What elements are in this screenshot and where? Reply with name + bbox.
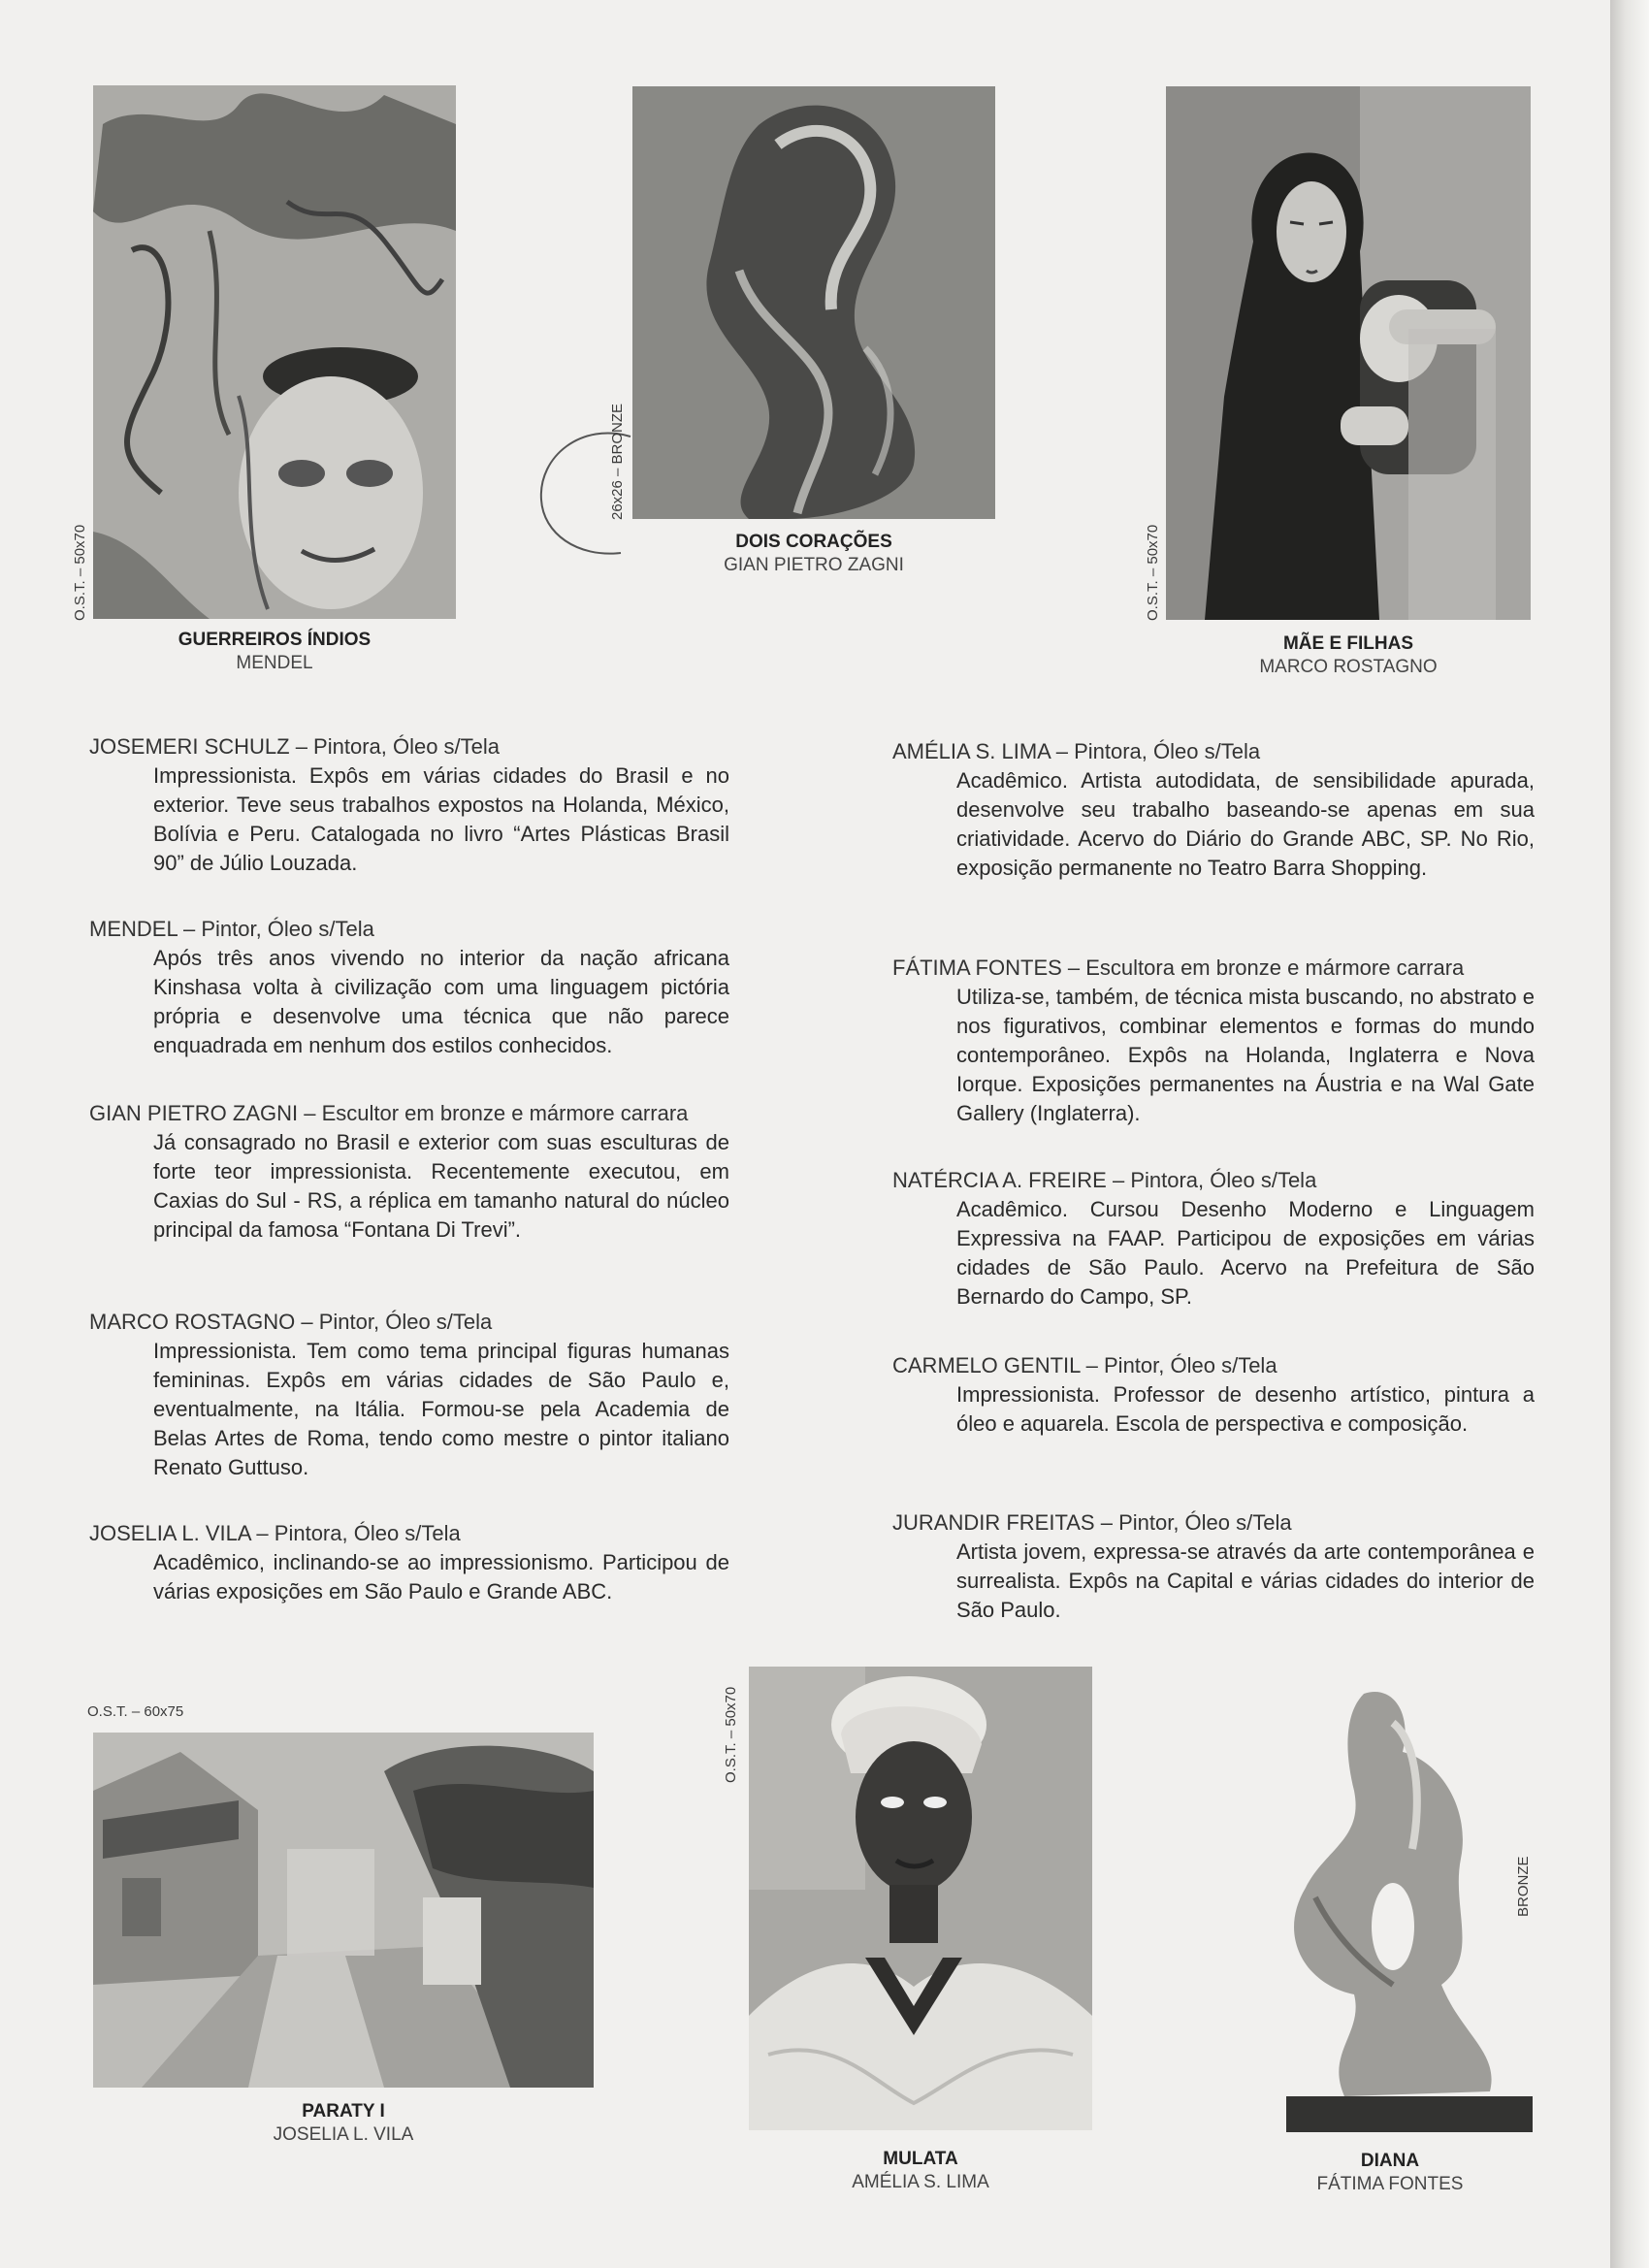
caption-artist: GIAN PIETRO ZAGNI xyxy=(724,555,904,575)
bio-carmelo-gentil xyxy=(892,1351,1535,1439)
painting-paraty xyxy=(93,1733,594,2088)
bio-heading: FÁTIMA FONTES – Escultora em bronze e mármore carrara xyxy=(892,956,1465,980)
bio-text: Já consagrado no Brasil e exterior com suas esculturas de forte teor impressionista. Recentemente executou, em Caxias do Sul - RS, a réplica em tamanho natural do núcleo principal da famosa “Fontana Di Trevi”. xyxy=(153,1130,729,1242)
caption-title: MULATA xyxy=(883,2149,958,2169)
bio-heading: JOSEMERI SCHULZ – Pintora, Óleo s/Tela xyxy=(89,734,501,759)
painting-mulata xyxy=(749,1667,1092,2130)
bio-joselia-vila xyxy=(89,1519,729,1606)
bio-gian-pietro-zagni xyxy=(89,1099,729,1245)
bio-amelia-lima xyxy=(892,737,1535,883)
page-binding-edge xyxy=(1610,0,1649,2268)
caption-mulata xyxy=(749,2148,1092,2194)
bio-heading: CARMELO GENTIL – Pintor, Óleo s/Tela xyxy=(892,1353,1277,1377)
bio-text: Acadêmico. Cursou Desenho Moderno e Linguagem Expressiva na FAAP. Participou de exposições em várias cidades de São Paulo. Acervo na Prefeitura de São Bernardo do Campo, SP. xyxy=(956,1197,1535,1309)
bio-heading: MENDEL – Pintor, Óleo s/Tela xyxy=(89,917,374,941)
bio-marco-rostagno xyxy=(89,1308,729,1482)
spec-guerreiros: O.S.T. – 50x70 xyxy=(72,524,88,621)
bio-text: Após três anos vivendo no interior da nação africana Kinshasa volta à civilização com uma linguagem pictória própria e desenvolve uma técnica que não parece enquadrada em nenhum dos estilos conhecidos. xyxy=(153,946,729,1057)
sculpture-diana xyxy=(1247,1684,1533,2132)
bio-jurandir-freitas xyxy=(892,1508,1535,1625)
sculpture-dois-coracoes xyxy=(632,86,995,519)
bio-natercia-freire xyxy=(892,1166,1535,1312)
bio-heading: JOSELIA L. VILA – Pintora, Óleo s/Tela xyxy=(89,1521,461,1545)
spec-dois-coracoes: 26x26 – BRONZE xyxy=(609,403,626,520)
bio-text: Utiliza-se, também, de técnica mista buscando, no abstrato e nos figurativos, combinar elementos e formas do mundo contemporâneo. Expôs na Holanda, Inglaterra e Nova Iorque. Exposições permanentes na Áustria e na Wal Gate Gallery (Inglaterra). xyxy=(956,985,1535,1125)
caption-artist: FÁTIMA FONTES xyxy=(1316,2174,1464,2194)
caption-guerreiros xyxy=(93,629,456,675)
bio-josemeri-schulz xyxy=(89,732,729,878)
caption-artist: AMÉLIA S. LIMA xyxy=(852,2172,989,2192)
bio-text: Artista jovem, expressa-se através da arte contemporânea e surrealista. Expôs na Capital e várias cidades do interior de São Paulo. xyxy=(956,1539,1535,1622)
caption-dois-coracoes xyxy=(632,531,995,577)
caption-artist: JOSELIA L. VILA xyxy=(273,2124,414,2145)
spec-mulata: O.S.T. – 50x70 xyxy=(723,1686,739,1783)
spec-mae-e-filhas: O.S.T. – 50x70 xyxy=(1145,524,1161,621)
bio-heading: JURANDIR FREITAS – Pintor, Óleo s/Tela xyxy=(892,1510,1292,1535)
bio-text: Impressionista. Expôs em várias cidades do Brasil e no exterior. Teve seus trabalhos expostos na Holanda, México, Bolívia e Peru. Catalogada no livro “Artes Plásticas Brasil 90” de Júlio Louzada. xyxy=(153,763,729,875)
bio-mendel xyxy=(89,915,729,1060)
caption-paraty xyxy=(93,2100,594,2147)
bio-text: Impressionista. Professor de desenho artístico, pintura a óleo e aquarela. Escola de perspectiva e composição. xyxy=(956,1382,1535,1436)
spec-diana: BRONZE xyxy=(1515,1856,1532,1917)
caption-artist: MARCO ROSTAGNO xyxy=(1259,657,1438,677)
bio-text: Acadêmico, inclinando-se ao impressionismo. Participou de várias exposições em São Paulo e Grande ABC. xyxy=(153,1550,729,1604)
painting-guerreiros-indios xyxy=(93,85,456,619)
caption-title: DOIS CORAÇÕES xyxy=(735,532,892,552)
caption-title: GUERREIROS ÍNDIOS xyxy=(178,630,372,650)
caption-title: PARATY I xyxy=(302,2101,385,2122)
bio-text: Impressionista. Tem como tema principal figuras humanas femininas. Expôs em várias cidades de São Paulo e, eventualmente, na Itália. Formou-se pela Academia de Belas Artes de Roma, tendo como mestre o pintor italiano Renato Guttuso. xyxy=(153,1339,729,1479)
spec-paraty: O.S.T. – 60x75 xyxy=(87,1703,184,1720)
caption-title: MÃE E FILHAS xyxy=(1282,633,1414,654)
caption-artist: MENDEL xyxy=(236,653,313,673)
bio-fatima-fontes xyxy=(892,954,1535,1128)
caption-mae-e-filhas xyxy=(1166,632,1531,679)
caption-title: DIANA xyxy=(1360,2151,1420,2171)
caption-diana xyxy=(1247,2150,1533,2196)
bio-text: Acadêmico. Artista autodidata, de sensibilidade apurada, desenvolve seu trabalho baseando-se apenas em sua criatividade. Acervo do Diário do Grande ABC, SP. No Rio, exposição permanente no Teatro Barra Shopping. xyxy=(956,768,1535,880)
bio-heading: GIAN PIETRO ZAGNI – Escultor em bronze e mármore carrara xyxy=(89,1101,689,1125)
bio-heading: AMÉLIA S. LIMA – Pintora, Óleo s/Tela xyxy=(892,739,1261,763)
bio-heading: MARCO ROSTAGNO – Pintor, Óleo s/Tela xyxy=(89,1310,493,1334)
painting-mae-e-filhas xyxy=(1166,86,1531,620)
bio-heading: NATÉRCIA A. FREIRE – Pintora, Óleo s/Tela xyxy=(892,1168,1317,1192)
